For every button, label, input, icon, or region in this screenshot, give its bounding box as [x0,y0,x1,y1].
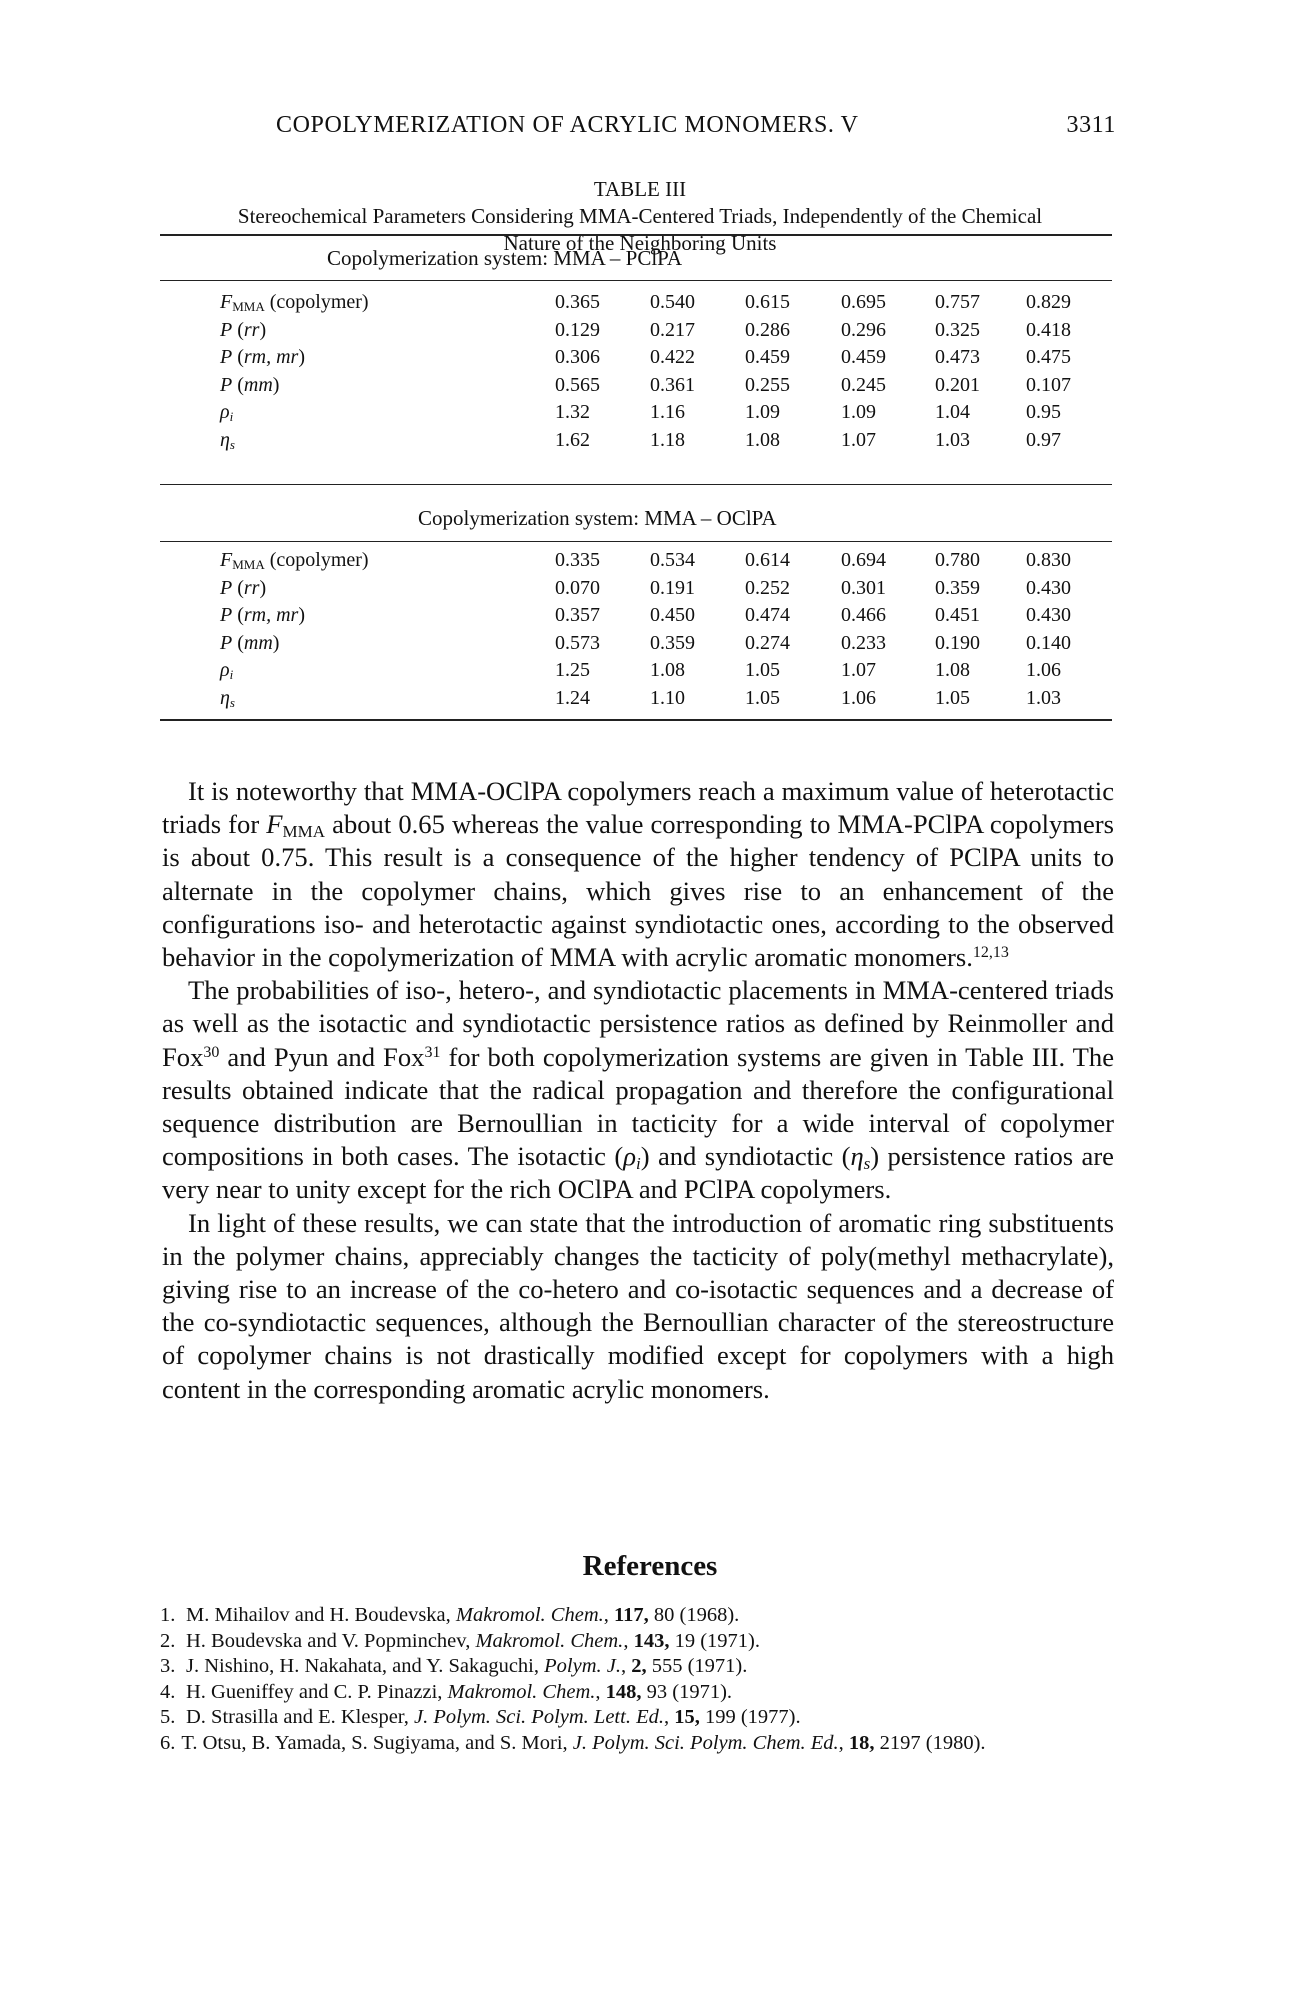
reference-authors: J. Nishino, H. Nakahata, and Y. Sakaguchi, [186,1655,545,1678]
table-cell: 0.357 [555,604,600,627]
table-cell: 0.070 [555,576,600,599]
table-cell: 0.565 [555,373,600,396]
body-text [162,775,1114,1406]
reference-pages: 80 (1968). [648,1604,740,1626]
table-cell: 0.296 [841,318,886,341]
table-cell: 0.274 [745,631,790,654]
table-cell: 0.418 [1026,318,1071,341]
reference-volume: 117, [614,1604,649,1626]
paragraph-3-text: In light of these results, we can state that the introduction of aromatic ring substituents in the polymer chains, appreciably changes the tacticity of poly(methyl methacrylate), giving rise to an increase of the co-hetero and co-isotactic sequences and a decrease of the co-syndiotactic sequences, although the Bernoullian character of the stereostructure of copolymer chains is not drastically modified except for copolymers with a high content in the corresponding aromatic acrylic monomers. [162,1207,1114,1404]
reference-journal: Makromol. Chem. [475,1629,624,1652]
table-cell: 0.450 [650,604,695,627]
table-cell: 1.03 [1026,686,1061,709]
reference-number: 5. [160,1706,176,1729]
reference-authors: T. Otsu, B. Yamada, S. Sugiyama, and S. Mori, [181,1731,573,1754]
table-cell: 0.534 [650,549,695,571]
table-cell: 0.573 [555,631,600,654]
table-cell: 0.475 [1026,346,1071,369]
table-cell: 0.473 [935,346,980,369]
table-cell: 0.335 [555,549,600,571]
table-cell: 0.451 [935,604,980,627]
table-cell: 1.06 [1026,659,1061,682]
table-cell: 1.18 [650,428,685,451]
table-cell: 0.359 [935,576,980,599]
reference-journal: J. Polym. Sci. Polym. Chem. Ed. [572,1731,839,1754]
table-cell: 0.245 [841,373,886,396]
table-caption [140,176,1140,257]
reference-item: 1. M. Mihailov and H. Boudevska, Makromol. Chem., 117, 80 (1968). [160,1603,1120,1629]
table-cell: 0.466 [841,604,886,627]
table-cell: 1.08 [650,659,685,682]
paragraph-3 [162,1207,1114,1406]
reference-volume: 2, [631,1655,647,1678]
section-rule [160,484,1112,485]
table-cell: 1.07 [841,428,876,451]
table-cell: 0.615 [745,291,790,313]
table-cell: 1.08 [745,428,780,451]
table-cell: 1.05 [745,659,780,682]
reference-journal: Makromol. Chem. [447,1680,596,1703]
table-cell: 0.780 [935,549,980,571]
table-cell: 1.04 [935,401,970,424]
table-cell: 0.129 [555,318,600,341]
reference-pages: 19 (1971). [669,1629,760,1652]
table-cell: 0.95 [1026,401,1061,424]
row-label: $\rho_i$ [220,401,234,425]
table-cell: 1.09 [745,401,780,424]
reference-number: 6. [160,1731,176,1754]
table-top-rule [160,234,1112,236]
table-cell: 0.361 [650,373,695,396]
table-cell: 0.191 [650,576,695,599]
table-cell: 1.16 [650,401,685,424]
table-cell: 0.430 [1026,604,1071,627]
reference-journal: Makromol. Chem. [455,1604,604,1626]
table-cell: 1.03 [935,428,970,451]
table-cell: 0.830 [1026,549,1071,571]
table-cell: 0.359 [650,631,695,654]
table-cell: 1.09 [841,401,876,424]
table-cell: 0.695 [841,291,886,313]
reference-authors: H. Boudevska and V. Popminchev, [186,1629,476,1652]
reference-number: 1. [160,1604,176,1626]
table-cell: 0.459 [841,346,886,369]
table-cell: 0.217 [650,318,695,341]
table-cell: 0.459 [745,346,790,369]
system-title-pclpa: Copolymerization system: MMA – PClPA [327,246,683,270]
reference-pages: 93 (1971). [641,1680,733,1703]
reference-volume: 15, [674,1706,700,1729]
table-cell: 0.694 [841,549,886,571]
row-label: P (rm, mr) [220,346,306,369]
row-label: $\eta_s$ [220,686,235,710]
table-cell: 1.08 [935,659,970,682]
table-label: TABLE III [593,177,687,201]
reference-volume: 18, [848,1731,875,1754]
table-cell: 0.255 [745,373,790,396]
reference-volume: 148, [605,1680,642,1703]
reference-item: 4. H. Gueniffey and C. P. Pinazzi, Makromol. Chem., 148, 93 (1971). [160,1680,1120,1706]
system-rule-oclpa [160,541,1112,542]
table-cell: 0.140 [1026,631,1071,654]
table-cell: 1.06 [841,686,876,709]
table-cell: 1.32 [555,401,590,424]
row-label: P (rm, mr) [220,604,306,627]
system-title-oclpa: Copolymerization system: MMA – OClPA [418,506,777,530]
reference-authors: D. Strasilla and E. Klesper, [186,1706,415,1729]
table-cell: 0.540 [650,291,695,313]
table-cell: 1.62 [555,428,590,451]
table-cell: 0.190 [935,631,980,654]
table-cell: 0.201 [935,373,980,396]
row-label: $\eta_s$ [220,428,235,452]
table-cell: 0.233 [841,631,886,654]
row-label: P (mm) [220,631,280,654]
table-cell: 0.107 [1026,373,1071,396]
row-label: P (mm) [220,373,280,396]
reference-item: 5. D. Strasilla and E. Klesper, J. Polym. Sci. Polym. Lett. Ed., 15, 199 (1977). [160,1705,1120,1731]
table-cell: 0.252 [745,576,790,599]
reference-journal: Polym. J. [544,1655,621,1678]
table-cell: 0.325 [935,318,980,341]
row-label: $F_{MMA}$ (copolymer) [220,291,369,314]
table-cell: 1.24 [555,686,590,709]
table-cell: 1.07 [841,659,876,682]
table-cell: 0.365 [555,291,600,313]
reference-list [160,1603,1120,1757]
table-cell: 1.10 [650,686,685,709]
paragraph-1 [162,775,1114,974]
reference-authors: M. Mihailov and H. Boudevska, [186,1604,456,1626]
reference-item: 3. J. Nishino, H. Nakahata, and Y. Sakaguchi, Polym. J., 2, 555 (1971). [160,1654,1120,1680]
table-caption-line-2: Nature of the Neighboring Units [503,231,777,255]
row-label: P (rr) [220,318,267,341]
table-cell: 0.829 [1026,291,1071,313]
row-label: P (rr) [220,576,267,599]
reference-number: 3. [160,1655,176,1678]
table-cell: 0.614 [745,549,790,571]
table-cell: 0.757 [935,291,980,313]
reference-authors: H. Gueniffey and C. P. Pinazzi, [186,1680,448,1703]
reference-pages: 555 (1971). [646,1655,748,1678]
system-rule-pclpa [160,280,1112,281]
reference-item: 2. H. Boudevska and V. Popminchev, Makromol. Chem., 143, 19 (1971). [160,1629,1120,1655]
reference-item: 6. T. Otsu, B. Yamada, S. Sugiyama, and S. Mori, J. Polym. Sci. Polym. Chem. Ed., 18, 2197 (1980). [160,1731,986,1754]
reference-number: 4. [160,1680,176,1703]
table-cell: 0.97 [1026,428,1061,451]
paragraph-2-text: The probabilities of iso-, hetero-, and syndiotactic placements in MMA-centered triads as well as the isotactic and syndiotactic persistence ratios as defined by Reinmoller and Fox$^{30}$ and Pyun and Fox$^{31}$ for both copolymerization systems are given in Table III. The results obtained indicate that the radical propagation and therefore the configurational sequence distribution are Bernoullian in tacticity for a wide interval of copolymer compositions in both cases. The isotactic $(\rho_i)$ and syndiotactic $(\eta_s)$ persistence ratios are very near to unity except for the rich OClPA and PClPA copolymers. [162,975,1114,1205]
reference-journal: J. Polym. Sci. Polym. Lett. Ed. [414,1706,664,1729]
paragraph-2 [162,974,1114,1206]
table-cell: 0.301 [841,576,886,599]
page-number: 3311 [1066,112,1116,138]
table-cell: 0.306 [555,346,600,369]
table-cell: 1.25 [555,659,590,682]
table-cell: 0.286 [745,318,790,341]
table-cell: 1.05 [745,686,780,709]
table-cell: 0.422 [650,346,695,369]
reference-number: 2. [160,1629,176,1652]
reference-pages: 199 (1977). [699,1706,801,1729]
running-title: COPOLYMERIZATION OF ACRYLIC MONOMERS. V [276,112,859,138]
reference-volume: 143, [633,1629,670,1652]
table-cell: 1.05 [935,686,970,709]
row-label: $\rho_i$ [220,659,234,683]
table-caption-line-1: Stereochemical Parameters Considering MMA-Centered Triads, Independently of the Chemical [237,204,1043,228]
references-heading: References [582,1550,718,1582]
table-bottom-rule [160,719,1112,721]
reference-pages: 2197 (1980). [874,1731,986,1754]
table-cell: 0.430 [1026,576,1071,599]
table-cell: 0.474 [745,604,790,627]
paragraph-1-text: It is noteworthy that MMA-OClPA copolymers reach a maximum value of heterotactic triads for $F_{MMA}$ about 0.65 whereas the value corresponding to MMA-PClPA copolymers is about 0.75. This result is a consequence of the higher tendency of PClPA units to alternate in the copolymer chains, which gives rise to an enhancement of the configurations iso- and heterotactic against syndiotactic ones, according to the observed behavior in the copolymerization of MMA with acrylic aromatic monomers.$^{12,13}$ [162,776,1115,973]
row-label: $F_{MMA}$ (copolymer) [220,549,369,572]
